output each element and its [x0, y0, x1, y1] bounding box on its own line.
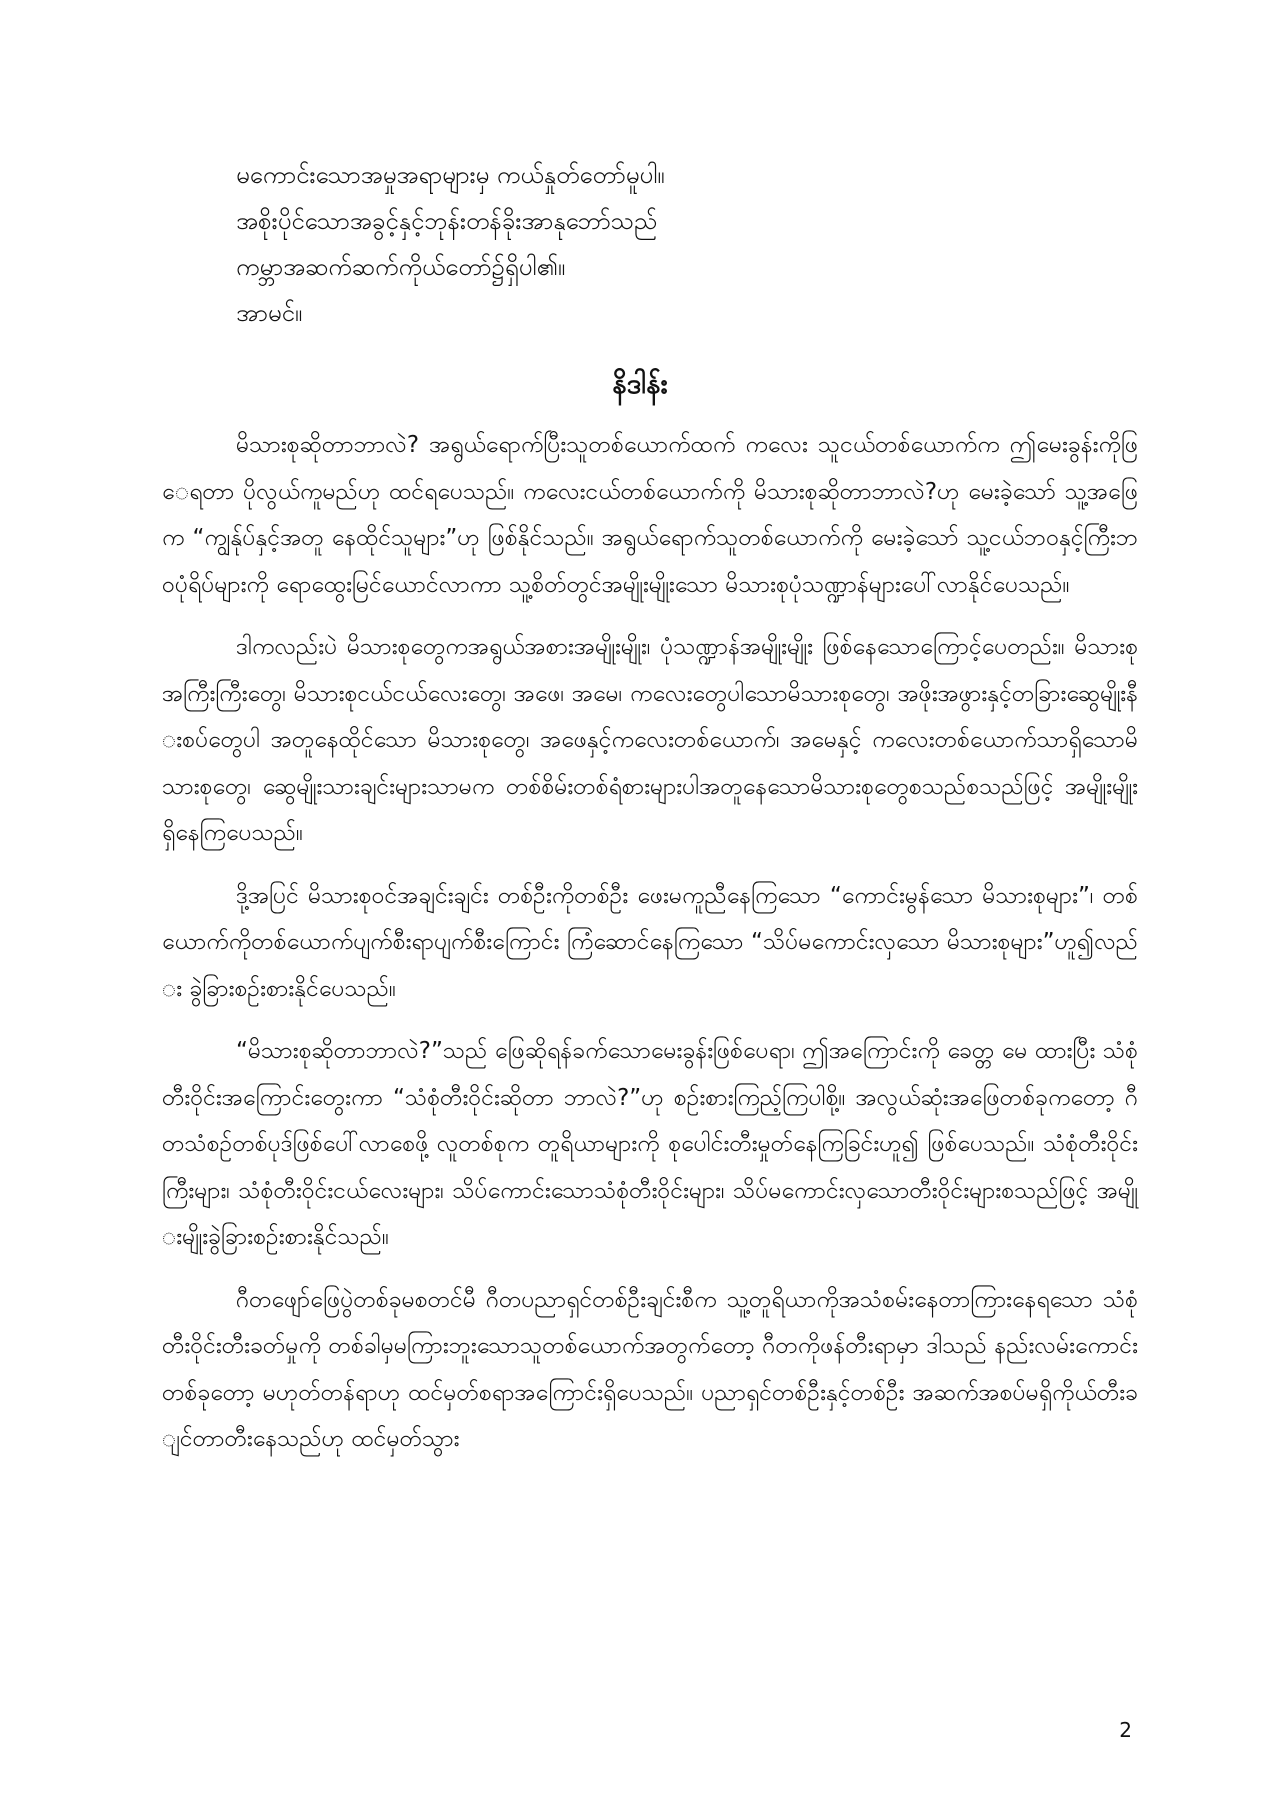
paragraph: ဒါကလည်းပဲ မိသားစုတွေကအရွယ်အစားအမျိုးမျိုး၊ ပုံသဏ္ဍာန်အမျိုးမျိုး ဖြစ်နေသောကြောင့်ပေတည်း။ မိသားစုအကြီးကြီးတွေ၊ မိသားစုငယ်ငယ်လေးတွေ၊ အဖေ၊ အမေ၊ ကလေးတွေပါသောမိသားစုတွေ၊ အဖိုးအဖွားနှင့်တခြားဆွေမျိုးနီးစပ်တွေပါ အတူနေထိုင်သော မိသားစုတွေ၊ အဖေနှင့်ကလေးတစ်ယောက်၊ အမေနှင့် ကလေးတစ်ယောက်သာရှိသောမိသားစုတွေ၊ ဆွေမျိုးသားချင်းများသာမက တစ်စိမ်းတစ်ရံစားများပါအတူနေသောမိသားစုတွေစသည်စသည်ဖြင့် အမျိုးမျိုးရှိနေကြပေသည်။ — [162, 634, 1138, 846]
page-number: 2 — [1119, 1718, 1132, 1742]
paragraph: ဒို့အပြင် မိသားစုဝင်အချင်းချင်း တစ်ဦးကိုတစ်ဦး ဖေးမကူညီနေကြသော “ကောင်းမွန်သော မိသားစုများ”၊ တစ်ယောက်ကိုတစ်ယောက်ပျက်စီးရာပျက်စီးကြောင်း ကြံဆောင်နေကြသော “သိပ်မကောင်းလှသော မိသားစုများ”ဟူ၍လည်း ခွဲခြားစဉ်းစားနိုင်ပေသည်။ — [162, 882, 1138, 1002]
paragraph: “မိသားစုဆိုတာဘာလဲ?”သည် ဖြေဆိုရန်ခက်သောမေးခွန်းဖြစ်ပေရာ၊ ဤအကြောင်းကို ခေတ္တ မေ ထားပြီး သံစုံတီးဝိုင်းအကြောင်းတွေးကာ “သံစုံတီးဝိုင်းဆိုတာ ဘာလဲ?”ဟု စဉ်းစားကြည့်ကြပါစို့။ အလွယ်ဆုံးအဖြေတစ်ခုကတော့ ဂီတသံစဉ်တစ်ပုဒ်ဖြစ်ပေါ်လာစေဖို့ လူတစ်စုက တူရိယာများကို စုပေါင်းတီးမှုတ်နေကြခြင်းဟူ၍ ဖြစ်ပေသည်။ သံစုံတီးဝိုင်းကြီးများ၊ သံစုံတီးဝိုင်းငယ်လေးများ၊ သိပ်ကောင်းသောသံစုံတီးဝိုင်းများ၊ သိပ်မကောင်းလှသောတီးဝိုင်းများစသည်ဖြင့် အမျိုးမျိုးခွဲခြားစဉ်းစားနိုင်သည်။ — [162, 1038, 1138, 1250]
prayer-line: ကမ္ဘာအဆက်ဆက်ကိုယ်တော်၌ရှိပါ၏။ — [236, 253, 566, 281]
body-text — [162, 422, 1138, 1479]
prayer-line: အာမင်။ — [236, 299, 303, 327]
paragraph: ဂီတဖျော်ဖြေပွဲတစ်ခုမစတင်မီ ဂီတပညာရှင်တစ်ဦးချင်းစီက သူ့တူရိယာကိုအသံစမ်းနေတာကြားနေရသော သံစုံတီးဝိုင်းတီးခတ်မှုကို တစ်ခါမှမကြားဘူးသောသူတစ်ယောက်အတွက်တော့ ဂီတကိုဖန်တီးရာမှာ ဒါသည် နည်းလမ်းကောင်းတစ်ခုတော့ မဟုတ်တန်ရာဟု ထင်မှတ်စရာအကြောင်းရှိပေသည်။ ပညာရှင်တစ်ဦးနှင့်တစ်ဦး အဆက်အစပ်မရှိကိုယ်တီးချင်တာတီးနေသည်ဟု ထင်မှတ်သွား — [162, 1286, 1138, 1452]
paragraph: မိသားစုဆိုတာဘာလဲ? အရွယ်ရောက်ပြီးသူတစ်ယောက်ထက် ကလေး သူငယ်တစ်ယောက်က ဤမေးခွန်းကိုဖြေရတာ ပိုလွယ်ကူမည်ဟု ထင်ရပေသည်။ ကလေးငယ်တစ်ယောက်ကို မိသားစုဆိုတာဘာလဲ?ဟု မေးခဲ့သော် သူ့အဖြေက “ကျွန်ုပ်နှင့်အတူ နေထိုင်သူများ”ဟု ဖြစ်နိုင်သည်။ အရွယ်ရောက်သူတစ်ယောက်ကို မေးခဲ့သော် သူ့ငယ်ဘဝနှင့်ကြီးဘဝပုံရိပ်များကို ရောထွေးမြင်ယောင်လာကာ သူ့စိတ်တွင်အမျိုးမျိုးသော မိသားစုပုံသဏ္ဍာန်များပေါ်လာနိုင်ပေသည်။ — [162, 432, 1138, 598]
prayer-line: အစိုးပိုင်သောအခွင့်နှင့်ဘုန်းတန်ခိုးအာနုဘော်သည် — [236, 207, 658, 235]
prayer-block — [236, 152, 1136, 336]
prayer-line: မကောင်းသောအမှုအရာများမှ ကယ်နှုတ်တော်မူပါ။ — [236, 161, 665, 189]
section-heading: နိဒါန်း — [612, 367, 668, 400]
